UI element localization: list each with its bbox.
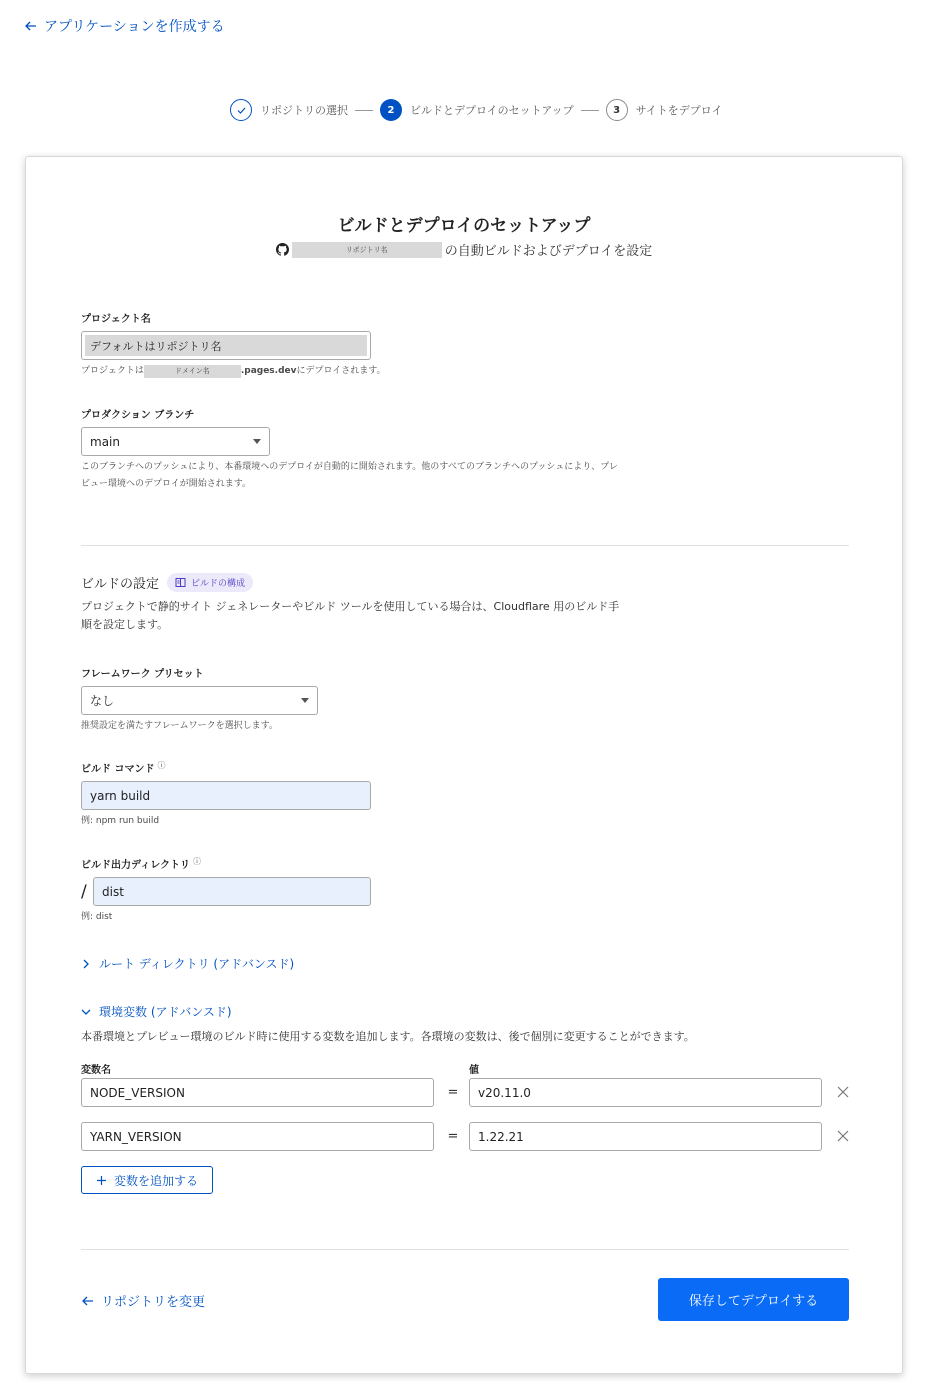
equals-sign: =: [447, 1085, 459, 1100]
back-link-label: アプリケーションを作成する: [44, 19, 225, 35]
environment-variables-label: 環境変数 (アドバンスド): [99, 1005, 232, 1019]
info-icon[interactable]: ⓘ: [193, 857, 201, 866]
domain-name-redacted: ドメイン名: [144, 365, 241, 378]
equals-sign: =: [447, 1129, 459, 1144]
production-branch-label: プロダクション ブランチ: [81, 410, 195, 421]
step-connector: [355, 110, 373, 111]
github-icon: [276, 243, 289, 256]
repository-name-redacted: リポジトリ名: [292, 242, 442, 258]
save-and-deploy-button[interactable]: 保存してデプロイする: [658, 1278, 849, 1321]
plus-icon: [96, 1175, 107, 1186]
step-1-circle: [230, 99, 252, 121]
step-deploy-site: [606, 99, 723, 121]
output-directory-help: 例: dist: [81, 912, 113, 922]
chevron-down-icon: [253, 439, 261, 444]
footer-divider: [81, 1249, 849, 1250]
step-2-circle: 2: [380, 99, 402, 121]
env-var-name-input[interactable]: YARN_VERSION: [81, 1122, 434, 1151]
output-directory-label: ビルド出力ディレクトリ: [81, 860, 190, 871]
env-var-row: [81, 1122, 861, 1152]
build-command-input[interactable]: yarn build: [81, 781, 371, 810]
build-command-section: [81, 760, 849, 830]
step-3-label: サイトをデプロイ: [635, 104, 723, 117]
framework-preset-label: フレームワーク プリセット: [81, 669, 204, 680]
project-name-input[interactable]: [81, 331, 371, 360]
build-settings-section: [81, 573, 849, 634]
root-slash: /: [81, 881, 87, 902]
help-prefix: プロジェクトは: [81, 366, 144, 376]
framework-preset-help: 推奨設定を満たすフレームワークを選択します。: [81, 721, 278, 731]
project-name-help: [81, 363, 849, 380]
page-title: ビルドとデプロイのセットアップ: [337, 216, 591, 236]
output-directory-input[interactable]: dist: [93, 877, 371, 906]
environment-variables-section: [81, 1003, 849, 1044]
chevron-down-icon: [301, 698, 309, 703]
step-2-label: ビルドとデプロイのセットアップ: [410, 104, 574, 117]
output-directory-section: [81, 856, 849, 926]
build-settings-description: プロジェクトで静的サイト ジェネレーターやビルド ツールを使用している場合は、Cloudflare 用のビルド手順を設定します。: [81, 600, 620, 631]
env-var-row: [81, 1078, 861, 1108]
project-name-value: デフォルトはリポジトリ名: [85, 335, 367, 356]
framework-preset-select[interactable]: [81, 686, 318, 715]
subtitle-text: の自動ビルドおよびデプロイを設定: [444, 244, 653, 259]
help-suffix: にデプロイされます。: [296, 366, 386, 376]
arrow-left-icon: [24, 19, 38, 33]
arrow-left-icon: [81, 1294, 95, 1308]
add-variable-button[interactable]: [81, 1166, 213, 1194]
back-to-create-application-link[interactable]: [24, 16, 225, 36]
env-var-name-input[interactable]: NODE_VERSION: [81, 1078, 434, 1107]
chevron-down-icon: [81, 1007, 91, 1017]
close-icon[interactable]: [836, 1085, 850, 1099]
production-branch-value: main: [90, 434, 120, 449]
project-name-label: プロジェクト名: [81, 314, 151, 325]
production-branch-select[interactable]: [81, 427, 270, 456]
info-icon[interactable]: ⓘ: [157, 761, 166, 770]
step-select-repository: [230, 99, 348, 121]
production-branch-section: [81, 406, 849, 493]
variable-name-header: 変数名: [81, 1065, 111, 1076]
build-command-help: 例: npm run build: [81, 816, 160, 826]
step-build-setup: [380, 99, 574, 121]
env-var-value-input[interactable]: 1.22.21: [469, 1122, 822, 1151]
root-directory-toggle[interactable]: [81, 955, 849, 972]
card-header: [26, 211, 902, 259]
progress-stepper: [230, 98, 722, 122]
check-icon: [236, 105, 247, 116]
header-subtitle: [26, 240, 902, 259]
section-divider: [81, 545, 849, 546]
root-directory-label: ルート ディレクトリ (アドバンスド): [99, 957, 295, 971]
step-3-circle: 3: [606, 99, 628, 121]
help-domain: .pages.dev: [240, 366, 297, 376]
environment-variables-description: 本番環境とプレビュー環境のビルド時に使用する変数を追加します。各環境の変数は、後で個別に変更することができます。: [81, 1030, 695, 1043]
close-icon[interactable]: [836, 1129, 850, 1143]
build-configuration-docs-link[interactable]: [167, 573, 253, 592]
build-settings-title: ビルドの設定: [81, 577, 160, 592]
root-directory-section: [81, 955, 849, 972]
setup-card: [25, 156, 903, 1374]
step-connector: [581, 110, 599, 111]
badge-label: ビルドの構成: [191, 579, 246, 589]
change-repository-label: リポジトリを変更: [101, 1295, 206, 1310]
add-variable-label: 変数を追加する: [113, 1173, 198, 1188]
env-var-value-input[interactable]: v20.11.0: [469, 1078, 822, 1107]
project-name-section: [81, 310, 849, 380]
framework-preset-section: [81, 665, 849, 735]
step-1-label: リポジトリの選択: [260, 104, 348, 117]
book-icon: [175, 577, 186, 588]
variable-value-header: 値: [469, 1065, 479, 1076]
build-command-label: ビルド コマンド: [81, 764, 155, 775]
change-repository-link[interactable]: [81, 1291, 205, 1310]
framework-preset-value: なし: [90, 694, 115, 708]
environment-variables-toggle[interactable]: [81, 1003, 849, 1020]
production-branch-help: このブランチへのプッシュにより、本番環境へのデプロイが自動的に開始されます。他のすべてのブランチへのプッシュにより、プレビュー環境へのデプロイが開始されます。: [81, 462, 618, 489]
chevron-right-icon: [81, 959, 91, 969]
